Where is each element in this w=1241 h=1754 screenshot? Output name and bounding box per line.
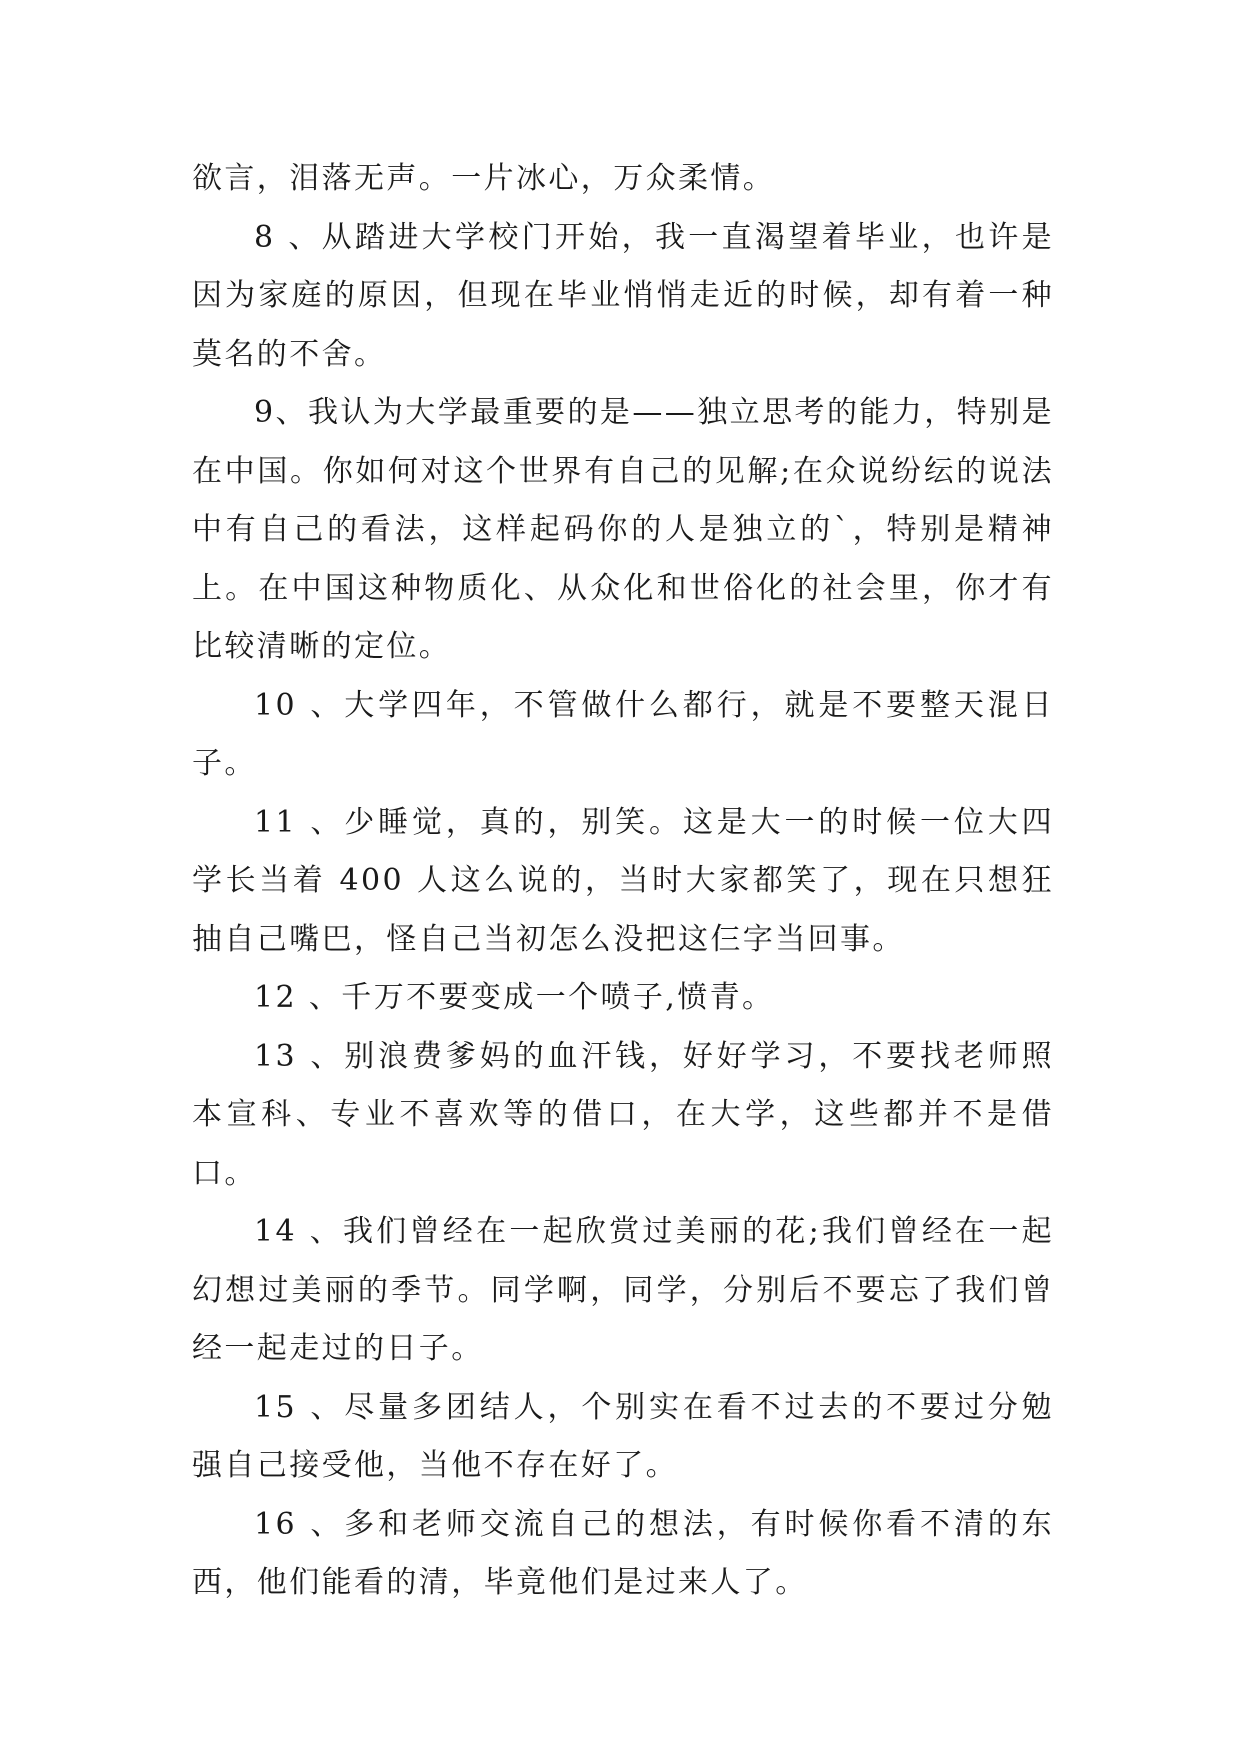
paragraph-item-12: 12 、千万不要变成一个喷子,愤青。 [254, 980, 775, 1015]
paragraph-item-15: 15 、尽量多团结人，个别实在看不过去的不要过分勉强自己接受他，当他不存在好了。 [192, 1389, 1054, 1483]
paragraph-item-11: 11 、少睡觉，真的，别笑。这是大一的时候一位大四学长当着 400 人这么说的，当时大家都笑了，现在只想狂抽自己嘴巴，怪自己当初怎么没把这仨字当回事。 [192, 804, 1054, 957]
paragraph-item-13: 13 、别浪费爹妈的血汗钱，好好学习，不要找老师照本宣科、专业不喜欢等的借口，在大学，这些都并不是借口。 [192, 1038, 1054, 1191]
paragraph-continuation: 欲言，泪落无声。一片冰心，万众柔情。 [192, 161, 776, 196]
paragraph-item-16: 16 、多和老师交流自己的想法，有时候你看不清的东西，他们能看的清，毕竟他们是过来人了。 [192, 1506, 1054, 1600]
paragraph-item-9: 9、我认为大学最重要的是——独立思考的能力，特别是在中国。你如何对这个世界有自己的见解;在众说纷纭的说法中有自己的看法，这样起码你的人是独立的`，特别是精神上。在中国这种物质化、从众化和世俗化的社会里，你才有比较清晰的定位。 [192, 395, 1054, 664]
paragraph-item-8: 8 、从踏进大学校门开始，我一直渴望着毕业，也许是因为家庭的原因，但现在毕业悄悄走近的时候，却有着一种莫名的不舍。 [192, 219, 1054, 372]
document-body [192, 150, 1054, 1613]
paragraph-item-14: 14 、我们曾经在一起欣赏过美丽的花;我们曾经在一起幻想过美丽的季节。同学啊，同学，分别后不要忘了我们曾经一起走过的日子。 [192, 1214, 1054, 1366]
paragraph-item-10: 10 、大学四年，不管做什么都行，就是不要整天混日子。 [192, 687, 1054, 781]
